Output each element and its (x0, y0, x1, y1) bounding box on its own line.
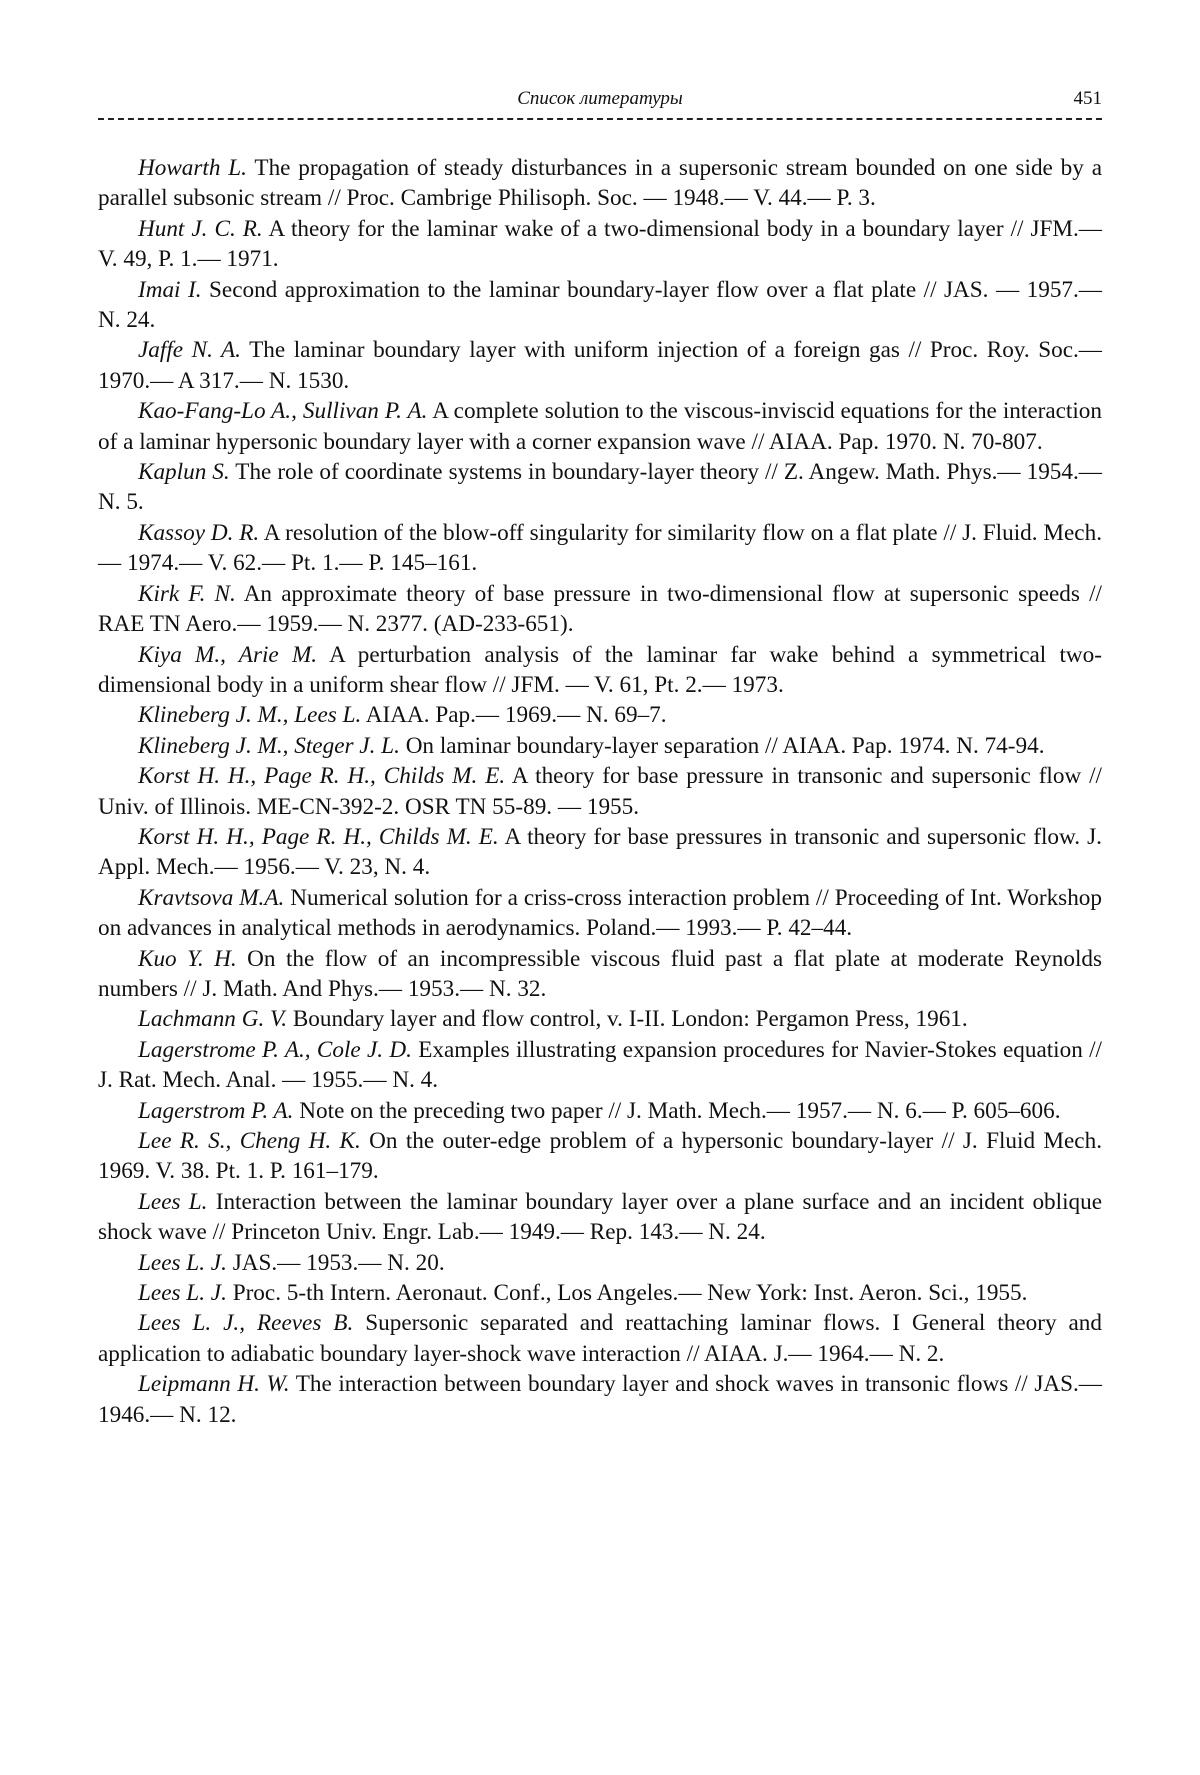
reference-entry (98, 214, 1102, 275)
reference-author: Klineberg J. M., Lees L. (138, 702, 362, 729)
reference-author: Kiya M., Arie M. (138, 641, 318, 668)
reference-entry (98, 153, 1102, 214)
reference-entry (98, 579, 1102, 640)
reference-text: The propagation of steady disturbances in a supersonic stream bounded on one side by a parallel subsonic stream // Proc. Cambrige Philisoph. Soc. — 1948.— V. 44.— P. 3. (98, 155, 1102, 212)
reference-entry (98, 396, 1102, 457)
reference-text: Examples illustrating expansion procedures for Navier-Stokes equation // J. Rat. Mech. Anal. — 1955.— N. 4. (98, 1036, 1102, 1094)
reference-text: A theory for base pressure in transonic and supersonic flow // Univ. of Illinois. ME-CN-392-2. OSR TN 55-89. — 1955. (98, 763, 1102, 820)
reference-text: The laminar boundary layer with uniform injection of a foreign gas // Proc. Roy. Soc.— 1970.— A 317.— N. 1530. (98, 337, 1102, 394)
reference-entry (98, 822, 1102, 883)
reference-author: Lees L. J. (138, 1280, 227, 1307)
reference-entry (98, 1308, 1102, 1369)
reference-list (98, 153, 1102, 1430)
reference-author: Lagerstrome P. A., Cole J. D. (138, 1036, 412, 1063)
reference-text: Note on the preceding two paper // J. Math. Mech.— 1957.— N. 6.— P. 605–606. (299, 1097, 1061, 1124)
reference-author: Klineberg J. M., Steger J. L. (138, 732, 400, 759)
reference-author: Kaplun S. (138, 459, 230, 486)
reference-entry (98, 700, 1102, 730)
reference-text: JAS.— 1953.— N. 20. (232, 1249, 445, 1276)
reference-author: Imai I. (138, 276, 202, 303)
reference-entry (98, 1004, 1102, 1034)
reference-author: Jaffe N. A. (138, 337, 241, 364)
reference-entry (98, 275, 1102, 336)
reference-author: Kuo Y. H. (138, 945, 237, 972)
reference-author: Lees L. (138, 1188, 208, 1215)
reference-text: The role of coordinate systems in boundary-layer theory // Z. Angew. Math. Phys.— 1954.— N. 5. (98, 459, 1102, 516)
reference-entry (98, 1369, 1102, 1430)
reference-text: On the flow of an incompressible viscous fluid past a flat plate at moderate Reynolds numbers // J. Math. And Phys.— 1953.— N. 32. (98, 945, 1103, 1002)
reference-text: An approximate theory of base pressure in two-dimensional flow at supersonic speeds // RAE TN Aero.— 1959.— N. 2377. (AD-233-651). (98, 580, 1102, 638)
reference-text: A resolution of the blow-off singularity for similarity flow on a flat plate // J. Fluid. Mech.— 1974.— V. 62.— Pt. 1.— P. 145–161. (98, 519, 1102, 577)
reference-author: Kassoy D. R. (138, 519, 260, 546)
reference-entry (98, 1126, 1102, 1187)
reference-entry (98, 944, 1102, 1005)
reference-author: Kao-Fang-Lo A., Sullivan P. A. (138, 398, 428, 425)
reference-author: Lagerstrom P. A. (138, 1097, 294, 1124)
reference-text: A complete solution to the viscous-inviscid equations for the interaction of a laminar hypersonic boundary layer with a corner expansion wave // AIAA. Pap. 1970. N. 70-807. (98, 398, 1102, 455)
reference-author: Kirk F. N. (138, 580, 236, 607)
running-title: Список литературы (517, 88, 683, 109)
reference-author: Lee R. S., Cheng H. K. (138, 1128, 361, 1154)
reference-entry (98, 883, 1102, 944)
reference-author: Hunt J. C. R. (138, 215, 263, 242)
reference-text: A theory for base pressures in transonic and supersonic flow. J. Appl. Mech.— 1956.— V. 23, N. 4. (98, 823, 1102, 881)
reference-text: AIAA. Pap.— 1969.— N. 69–7. (365, 702, 667, 729)
reference-author: Korst H. H., Page R. H., Childs M. E. (138, 823, 499, 850)
reference-text: Boundary layer and flow control, v. I-II. London: Pergamon Press, 1961. (292, 1006, 968, 1033)
reference-text: Numerical solution for a criss-cross interaction problem // Proceeding of Int. Workshop on advances in analytical methods in aerodynamics. Poland.— 1993.— P. 42–44. (98, 884, 1102, 942)
reference-text: Proc. 5-th Intern. Aeronaut. Conf., Los Angeles.— New York: Inst. Aeron. Sci., 1955. (232, 1280, 1028, 1307)
reference-entry (98, 1035, 1102, 1096)
reference-text: Supersonic separated and reattaching laminar flows. I General theory and application to adiabatic boundary layer-shock wave interaction // AIAA. J.— 1964.— N. 2. (98, 1310, 1102, 1367)
reference-entry (98, 335, 1102, 396)
reference-entry (98, 761, 1102, 822)
reference-text: On the outer-edge problem of a hypersonic boundary-layer // J. Fluid Mech. 1969. V. 38. Pt. 1. P. 161–179. (98, 1128, 1102, 1185)
page-header (98, 86, 1102, 120)
reference-author: Korst H. H., Page R. H., Childs M. E. (138, 763, 506, 790)
reference-entry (98, 640, 1102, 701)
reference-text: A perturbation analysis of the laminar far wake behind a symmetrical two-dimensional body in a uniform shear flow // JFM. — V. 61, Pt. 2.— 1973. (98, 641, 1102, 698)
reference-author: Kravtsova M.A. (138, 884, 285, 911)
reference-text: On laminar boundary-layer separation // AIAA. Pap. 1974. N. 74-94. (405, 732, 1045, 759)
reference-entry (98, 1248, 1102, 1278)
reference-author: Leipmann H. W. (138, 1371, 290, 1398)
reference-entry (98, 518, 1102, 579)
reference-entry (98, 1278, 1102, 1308)
reference-author: Lachmann G. V. (138, 1006, 288, 1033)
reference-text: The interaction between boundary layer and shock waves in transonic flows // JAS.— 1946.— N. 12. (98, 1371, 1102, 1428)
reference-text: Interaction between the laminar boundary layer over a plane surface and an incident oblique shock wave // Princeton Univ. Engr. Lab.— 1949.— Rep. 143.— N. 24. (98, 1188, 1102, 1246)
reference-entry (98, 457, 1102, 518)
reference-author: Howarth L. (138, 155, 247, 181)
reference-author: Lees L. J. (138, 1249, 227, 1276)
reference-entry (98, 1096, 1102, 1126)
reference-author: Lees L. J., Reeves B. (138, 1310, 354, 1337)
reference-entry (98, 731, 1102, 761)
reference-text: Second approximation to the laminar boundary-layer flow over a flat plate // JAS. — 1957.— N. 24. (98, 276, 1102, 334)
reference-text: A theory for the laminar wake of a two-dimensional body in a boundary layer // JFM.— V. 49, P. 1.— 1971. (98, 215, 1102, 273)
page-number: 451 (1073, 88, 1102, 109)
reference-entry (98, 1187, 1102, 1248)
